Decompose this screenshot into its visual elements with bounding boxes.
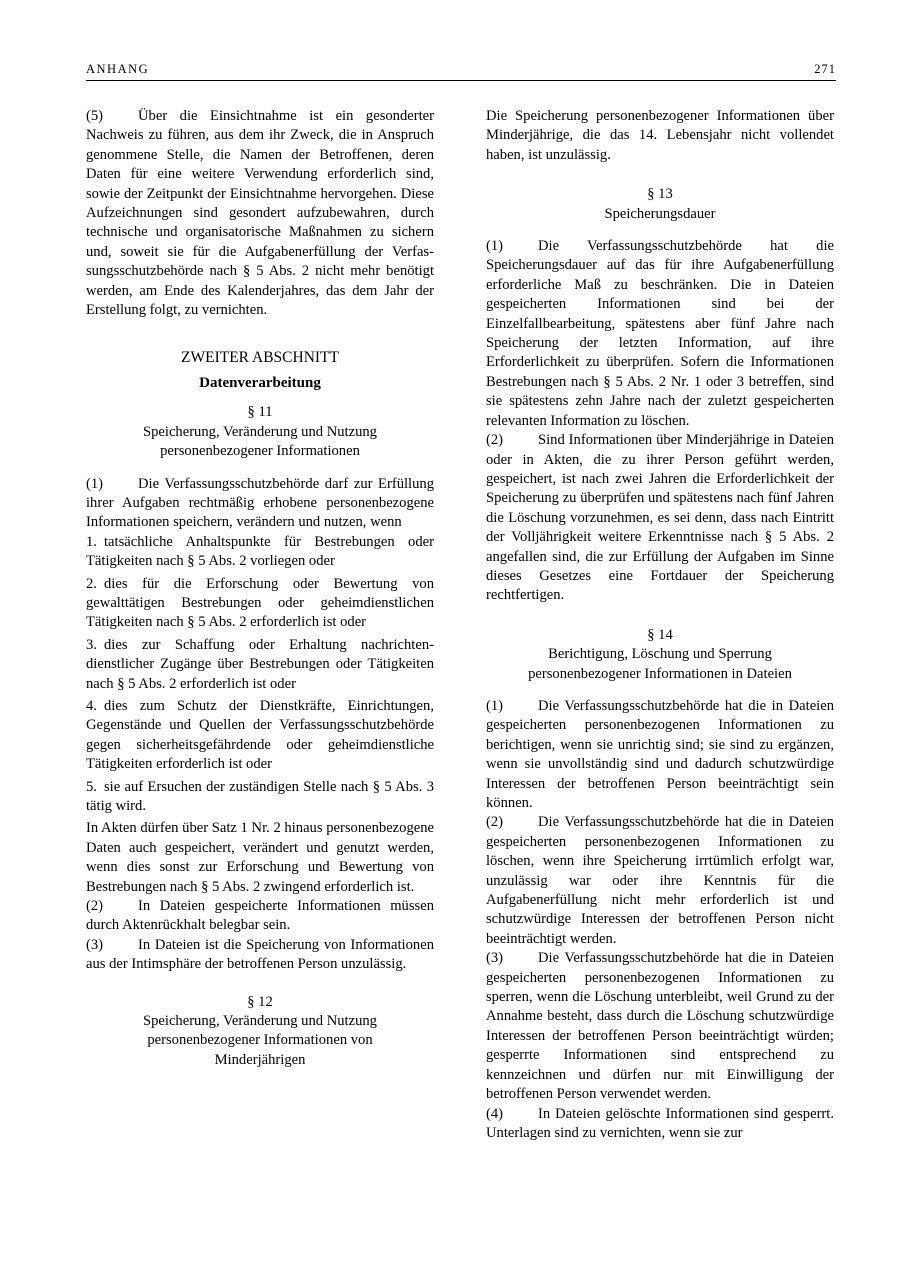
list-item-number: 4. [86,697,97,714]
list-item-text: dies für die Erforschung oder Bewertung von gewalttätigen Bestrebungen oder geheimdienstlichen Tätigkeiten nach § 5 Abs. 2 erforderlich ist oder [86,575,434,631]
paragraph-13-heading: Speicherungsdauer [604,205,716,222]
paragraph-text: Die Verfassungsschutzbehörde darf zur Erfüllung ihrer Aufgaben rechtmäßig erhobene personenbezogene Informationen speichern, verändern und nutzen, wenn [86,475,434,531]
paragraph-12-text: Die Speicherung personenbezogener Informationen über Minderjährige, die das 14. Lebensjahr nicht vollendet haben, ist unzulässig. [486,108,834,163]
list-item [86,778,434,817]
list-item [86,575,434,633]
paragraph-11-heading-line2: personenbezogener Informationen [160,443,360,460]
list-item [86,636,434,694]
paragraph-number: (1) [86,475,104,492]
paragraph-11-number: § 11 [247,404,273,421]
list-item [86,533,434,572]
paragraph-11-3 [86,936,434,975]
paragraph-text: Die Verfassungsschutzbehörde hat die in Dateien gespeicherten personenbezogenen Informationen zu sperren, wenn die Löschung unterbleibt, weil Grund zu der Annahme besteht, dass durch die Löschung schutzwürdige Interessen der betroffenen Person beeinträchtigt würden; gesperrte Informationen sind entsprechend zu kennzeichnen und dürfen nur mit Einwilligung der betroffenen Person verwendet werden. [486,950,834,1103]
paragraph-number: (1) [486,697,504,714]
right-column [486,107,834,1143]
section-title: ZWEITER ABSCHNITT [181,349,339,367]
paragraph-11-heading-line1: Speicherung, Veränderung und Nutzung [143,423,377,440]
paragraph-number: (5) [86,108,104,124]
paragraph-text: Die Verfassungsschutzbehörde hat die Speicherungsdauer auf das für ihre Aufgabenerfüllung erforderliche Maß zu beschränken. Die in Dateien gespeicherten Informationen sind bei der Einzelfallbearbeitung, spätestens aber fünf Jahre nach Speicherung der letzten Information, auf ihre Erforderlichkeit zu überprüfen. Sofern die Informationen Bestrebungen nach § 5 Abs. 2 Nr. 1 oder 3 betreffen, sind sie spätestens zehn Jahre nach der zuletzt gespeicherten relevanten Information zu löschen. [486,238,834,429]
paragraph-text: Über die Einsichtnahme ist ein gesonderter Nachweis zu führen, aus dem ihr Zweck, die in Anspruch genommene Stelle, die Namen der Betroffenen, deren Daten für eine weitere Verwendung erforderlich sind, sowie der Zeitpunkt der Einsichtnahme hervorgehen. Diese Aufzeichnungen sind gesondert aufzubewahren, durch technische und organisatorische Maßnahmen zu sichern und, soweit sie für die Aufgabenerfüllung der Verfassungsschutzbehörde nach § 5 Abs. 2 nicht mehr benötigt werden, am Ende des Kalenderjahres, das dem Jahr der Erstellung folgt, zu vernichten. [86,108,434,319]
paragraph-14-2 [486,813,834,949]
paragraph-11-1 [86,475,434,533]
list-item-text: dies zur Schaffung oder Erhaltung nachrichtendienstlicher Zugänge über Bestrebungen oder Tätigkeiten nach § 5 Abs. 2 erforderlich ist oder [86,636,434,692]
paragraph-11-1-continuation: In Akten dürfen über Satz 1 Nr. 2 hinaus personenbezogene Daten auch gespeichert, verändert und genutzt werden, wenn dies sonst zur Erforschung und Bewertung von Bestrebungen nach § 5 Abs. 2 zwingend erforderlich ist. [86,820,434,895]
list-item-number: 1. [86,533,97,550]
paragraph-14-3 [486,949,834,1104]
paragraph-11-2 [86,897,434,936]
paragraph-13-1 [486,237,834,431]
list-item [86,697,434,775]
paragraph-text: In Dateien gespeicherte Informationen müssen durch Aktenrückhalt belegbar sein. [86,898,434,934]
paragraph-14-4 [486,1105,834,1144]
paragraph-text: Sind Informationen über Minderjährige in Dateien oder in Akten, die zu ihrer Person geführt werden, gespeichert, ist nach zwei Jahren die Erforderlichkeit der Speicherung zu überprüfen und spätestens nach fünf Jahren die Löschung vorzunehmen, es sei denn, dass nach Eintritt der Volljährigkeit weitere Erkenntnisse nach § 5 Abs. 2 angefallen sind, die zur Erfüllung der Aufgaben im Sinne dieses Gesetzes eine Fortdauer der Speicherung rechtfertigen. [486,432,834,604]
paragraph-number: (2) [86,898,104,915]
list-item-text: tatsächliche Anhaltspunkte für Bestrebungen oder Tätigkeiten nach § 5 Abs. 2 vorliegen oder [86,533,434,570]
paragraph-12-heading-line3: Minderjährigen [214,1051,306,1068]
paragraph-12-number: § 12 [247,993,273,1010]
list-item-number: 2. [86,575,97,592]
paragraph-text: In Dateien ist die Speicherung von Informationen aus der Intimsphäre der betroffenen Person unzulässig. [86,936,434,973]
paragraph-13-2 [486,431,834,606]
paragraph-12-heading-line2: personenbezogener Informationen von [147,1032,373,1049]
paragraph-number: (3) [86,936,104,953]
paragraph-number: (2) [486,814,504,831]
paragraph-14-heading-line2: personenbezogener Informationen in Dateien [528,665,792,682]
paragraph-text: Die Verfassungsschutzbehörde hat die in Dateien gespeicherten personenbezogenen Informationen zu berichtigen, wenn sie unrichtig sind; sie sind zu ergänzen, wenn sie unvollständig sind und dadurch schutzwürdige Interessen der betroffenen Person beeinträchtigt sein können. [486,697,834,811]
header-rule [86,80,836,81]
list-item-text: dies zum Schutz der Dienstkräfte, Einrichtungen, Gegenstände und Quellen der Verfassungsschutzbehörde gegen sicherheitsgefährdende oder geheimdienstliche Tätigkeiten erforderlich ist oder [86,697,434,773]
paragraph-13-number: § 13 [647,186,673,203]
list-item-text: sie auf Ersuchen der zuständigen Stelle nach § 5 Abs. 3 tätig wird. [86,778,434,814]
list-item-number: 5. [86,778,97,795]
page-number: 271 [814,62,836,76]
paragraph-text: Die Verfassungsschutzbehörde hat die in Dateien gespeicherten personenbezogenen Informationen zu löschen, wenn ihre Speicherung irrtümlich erfolgt war, unzulässig war oder ihre Kenntnis für die Aufgabenerfüllung nicht mehr erforderlich ist und schutzwürdige Interessen der betroffenen Person nicht beeinträchtigt werden. [486,814,834,947]
paragraph-5 [86,107,434,320]
paragraph-12-heading-line1: Speicherung, Veränderung und Nutzung [143,1013,377,1030]
paragraph-number: (4) [486,1105,504,1122]
list-item-number: 3. [86,636,97,653]
left-column [86,107,434,1070]
running-head: ANHANG [86,62,150,76]
paragraph-14-heading-line1: Berichtigung, Löschung und Sperrung [548,646,772,663]
paragraph-number: (2) [486,432,504,449]
paragraph-number: (1) [486,238,504,255]
paragraph-text: In Dateien gelöschte Informationen sind gesperrt. Unterlagen sind zu vernichten, wenn sie zur [486,1105,834,1141]
paragraph-number: (3) [486,950,504,967]
paragraph-14-1 [486,697,834,813]
section-subtitle: Datenverarbeitung [199,374,321,391]
page-header [86,62,836,82]
paragraph-14-number: § 14 [647,626,673,643]
